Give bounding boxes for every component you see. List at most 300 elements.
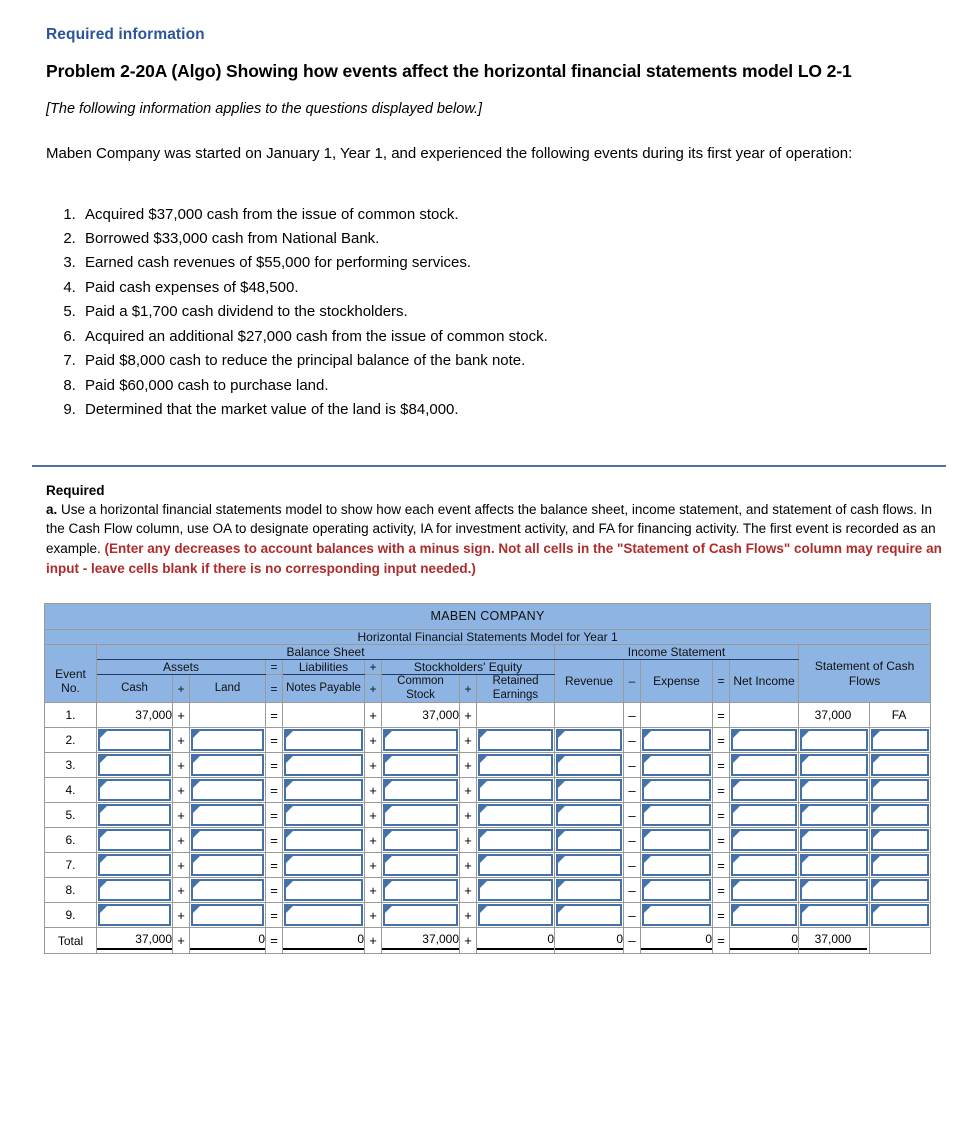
header-net-income: Net Income — [730, 659, 799, 702]
header-liabilities: Liabilities — [283, 659, 365, 674]
op-equals: = — [713, 703, 730, 728]
cell-marker-icon — [286, 731, 293, 738]
input-cash[interactable] — [97, 753, 173, 778]
cell-marker-icon — [802, 831, 809, 838]
op-plus: + — [460, 753, 477, 778]
input-revenue[interactable] — [555, 853, 624, 878]
cell-marker-icon — [558, 731, 565, 738]
cell-marker-icon — [802, 906, 809, 913]
header-op-equals-1: = — [266, 659, 283, 674]
total-cash: 37,000 — [97, 928, 173, 954]
cell-marker-icon — [193, 831, 200, 838]
input-cash[interactable] — [97, 903, 173, 928]
list-item: 8. Paid $60,000 cash to purchase land. — [80, 374, 934, 398]
cell-marker-icon — [193, 856, 200, 863]
op-minus: – — [624, 753, 641, 778]
page-title: Problem 2-20A (Algo) Showing how events affect the horizontal financial statements model LO 2-1 — [46, 61, 852, 81]
cell-notes-payable — [283, 703, 365, 728]
input-expense[interactable] — [641, 903, 713, 928]
header-land: Land — [190, 675, 266, 703]
table-company-title: MABEN COMPANY — [45, 603, 931, 629]
cell-marker-icon — [644, 831, 651, 838]
op-plus: + — [460, 803, 477, 828]
cell-marker-icon — [286, 906, 293, 913]
required-information-heading: Required information — [46, 26, 205, 43]
cell-marker-icon — [802, 731, 809, 738]
op-plus: + — [460, 878, 477, 903]
op-equals: = — [266, 753, 283, 778]
list-item: 2. Borrowed $33,000 cash from National Bank. — [80, 227, 934, 251]
header-statement-of-cash-flows: Statement of Cash Flows — [799, 644, 931, 702]
input-net-income[interactable] — [730, 878, 799, 903]
input-retained-earnings[interactable] — [477, 878, 555, 903]
cell-marker-icon — [873, 781, 880, 788]
applies-note: [The following information applies to the questions displayed below.] — [46, 101, 483, 118]
table-body — [45, 703, 931, 954]
input-cash-flow-activity[interactable] — [870, 903, 931, 928]
cell-marker-icon — [558, 856, 565, 863]
header-revenue: Revenue — [555, 659, 624, 702]
input-cash-flow-activity[interactable] — [870, 828, 931, 853]
header-op-equals-2: = — [266, 675, 283, 703]
op-equals: = — [266, 853, 283, 878]
input-notes-payable[interactable] — [283, 728, 365, 753]
input-cash-flow-activity[interactable] — [870, 803, 931, 828]
input-notes-payable[interactable] — [283, 778, 365, 803]
op-plus: + — [365, 728, 382, 753]
cell-revenue — [555, 703, 624, 728]
op-minus: – — [624, 903, 641, 928]
cell-marker-icon — [558, 806, 565, 813]
header-assets: Assets — [97, 659, 266, 674]
row-event-no: 6. — [45, 828, 97, 853]
cell-marker-icon — [100, 756, 107, 763]
input-expense[interactable] — [641, 778, 713, 803]
input-cash[interactable] — [97, 778, 173, 803]
header-event-no: Event No. — [45, 659, 97, 702]
input-cash[interactable] — [97, 728, 173, 753]
op-plus: + — [173, 903, 190, 928]
op-equals: = — [266, 803, 283, 828]
op-plus: + — [365, 753, 382, 778]
input-retained-earnings[interactable] — [477, 903, 555, 928]
cell-marker-icon — [644, 856, 651, 863]
cell-marker-icon — [100, 831, 107, 838]
header-retained-earnings: Retained Earnings — [477, 675, 555, 703]
header-balance-sheet: Balance Sheet — [97, 644, 555, 659]
required-warning-text: (Enter any decreases to account balances with a minus sign. Not all cells in the "Statement of Cash Flows" column may require an input - leave cells blank if there is no corresponding input needed.) — [46, 541, 942, 577]
op-plus: + — [365, 928, 382, 954]
input-cash-flow-amount[interactable] — [799, 753, 870, 778]
op-equals: = — [713, 928, 730, 954]
input-revenue[interactable] — [555, 803, 624, 828]
op-equals: = — [713, 803, 730, 828]
total-expense: 0 — [641, 928, 713, 954]
input-revenue[interactable] — [555, 753, 624, 778]
table-row — [45, 753, 931, 778]
cell-cash-flow-activity: FA — [870, 703, 931, 728]
input-revenue[interactable] — [555, 728, 624, 753]
cell-marker-icon — [558, 881, 565, 888]
input-retained-earnings[interactable] — [477, 828, 555, 853]
input-cash-flow-amount[interactable] — [799, 728, 870, 753]
cell-marker-icon — [100, 781, 107, 788]
list-item: 6. Acquired an additional $27,000 cash from the issue of common stock. — [80, 325, 934, 349]
row-event-no: 2. — [45, 728, 97, 753]
horizontal-model-table-wrapper — [0, 579, 978, 954]
total-label: Total — [45, 928, 97, 954]
input-retained-earnings[interactable] — [477, 753, 555, 778]
op-equals: = — [713, 903, 730, 928]
cell-marker-icon — [644, 906, 651, 913]
op-plus: + — [173, 803, 190, 828]
input-net-income[interactable] — [730, 828, 799, 853]
total-common-stock: 37,000 — [382, 928, 460, 954]
op-plus: + — [173, 928, 190, 954]
input-net-income[interactable] — [730, 778, 799, 803]
row-event-no: 9. — [45, 903, 97, 928]
input-cash-flow-activity[interactable] — [870, 728, 931, 753]
op-plus: + — [460, 928, 477, 954]
op-plus: + — [365, 828, 382, 853]
cell-marker-icon — [100, 806, 107, 813]
table-row — [45, 703, 931, 728]
input-cash[interactable] — [97, 853, 173, 878]
input-expense[interactable] — [641, 803, 713, 828]
cell-marker-icon — [558, 906, 565, 913]
cell-marker-icon — [644, 881, 651, 888]
cell-marker-icon — [193, 781, 200, 788]
op-minus: – — [624, 853, 641, 878]
input-revenue[interactable] — [555, 878, 624, 903]
cell-marker-icon — [873, 831, 880, 838]
list-item: 5. Paid a $1,700 cash dividend to the stockholders. — [80, 300, 934, 324]
op-plus: + — [173, 778, 190, 803]
cell-marker-icon — [802, 881, 809, 888]
cell-expense — [641, 703, 713, 728]
input-notes-payable[interactable] — [283, 753, 365, 778]
cell-marker-icon — [733, 906, 740, 913]
cell-marker-icon — [385, 881, 392, 888]
row-event-no: 8. — [45, 878, 97, 903]
op-minus: – — [624, 803, 641, 828]
op-plus: + — [460, 728, 477, 753]
required-body-text: Use a horizontal financial statements model to show how each event affects the balance sheet, income statement, and statement of cash flows. In the Cash Flow column, use OA to designate operating activity, IA for investment activity, and FA for financing activity. The first event is recorded as an example. — [46, 501, 936, 557]
required-instructions — [46, 500, 948, 579]
op-equals: = — [266, 903, 283, 928]
op-plus: + — [173, 828, 190, 853]
op-equals: = — [266, 878, 283, 903]
op-equals: = — [713, 853, 730, 878]
op-equals: = — [266, 928, 283, 954]
row-event-no: 7. — [45, 853, 97, 878]
total-retained-earnings: 0 — [477, 928, 555, 954]
op-equals: = — [713, 753, 730, 778]
table-model-title: Horizontal Financial Statements Model for Year 1 — [45, 629, 931, 644]
op-plus: + — [365, 878, 382, 903]
op-plus: + — [460, 828, 477, 853]
op-equals: = — [713, 828, 730, 853]
op-equals: = — [713, 728, 730, 753]
op-plus: + — [365, 703, 382, 728]
op-minus: – — [624, 703, 641, 728]
total-cash-flow-amount: 37,000 — [799, 928, 870, 954]
input-cash-flow-amount[interactable] — [799, 778, 870, 803]
input-cash-flow-amount[interactable] — [799, 853, 870, 878]
cell-marker-icon — [100, 856, 107, 863]
header-common-stock: Common Stock — [382, 675, 460, 703]
input-common-stock[interactable] — [382, 828, 460, 853]
input-revenue[interactable] — [555, 903, 624, 928]
input-cash-flow-amount[interactable] — [799, 878, 870, 903]
input-cash-flow-amount[interactable] — [799, 828, 870, 853]
op-minus: – — [624, 778, 641, 803]
row-event-no: 5. — [45, 803, 97, 828]
cell-marker-icon — [385, 756, 392, 763]
input-cash[interactable] — [97, 803, 173, 828]
input-common-stock[interactable] — [382, 903, 460, 928]
required-heading: Required — [46, 482, 105, 498]
cell-marker-icon — [873, 806, 880, 813]
cell-marker-icon — [480, 906, 487, 913]
op-plus: + — [173, 878, 190, 903]
input-net-income[interactable] — [730, 853, 799, 878]
cell-marker-icon — [193, 756, 200, 763]
op-plus: + — [460, 853, 477, 878]
total-land: 0 — [190, 928, 266, 954]
header-event-no-top — [45, 644, 97, 659]
cell-marker-icon — [558, 781, 565, 788]
cell-marker-icon — [385, 856, 392, 863]
list-item: 4. Paid cash expenses of $48,500. — [80, 276, 934, 300]
total-net-income: 0 — [730, 928, 799, 954]
input-common-stock[interactable] — [382, 728, 460, 753]
header-expense: Expense — [641, 659, 713, 702]
input-common-stock[interactable] — [382, 778, 460, 803]
header-notes-payable: Notes Payable — [283, 675, 365, 703]
header-income-statement: Income Statement — [555, 644, 799, 659]
header-cash: Cash — [97, 675, 173, 703]
cell-land — [190, 703, 266, 728]
cell-marker-icon — [100, 881, 107, 888]
cell-marker-icon — [644, 806, 651, 813]
header-stockholders-equity: Stockholders' Equity — [382, 659, 555, 674]
cell-marker-icon — [733, 731, 740, 738]
input-cash-flow-activity[interactable] — [870, 753, 931, 778]
op-minus: – — [624, 928, 641, 954]
cell-marker-icon — [733, 856, 740, 863]
cell-marker-icon — [733, 781, 740, 788]
input-cash-flow-activity[interactable] — [870, 778, 931, 803]
input-cash[interactable] — [97, 878, 173, 903]
cell-marker-icon — [873, 731, 880, 738]
cell-marker-icon — [802, 756, 809, 763]
op-plus: + — [173, 728, 190, 753]
op-equals: = — [713, 778, 730, 803]
op-plus: + — [365, 853, 382, 878]
row-event-no: 4. — [45, 778, 97, 803]
input-land[interactable] — [190, 903, 266, 928]
input-net-income[interactable] — [730, 728, 799, 753]
cell-marker-icon — [733, 881, 740, 888]
input-common-stock[interactable] — [382, 803, 460, 828]
input-land[interactable] — [190, 853, 266, 878]
input-retained-earnings[interactable] — [477, 853, 555, 878]
input-expense[interactable] — [641, 853, 713, 878]
op-plus: + — [173, 753, 190, 778]
input-net-income[interactable] — [730, 903, 799, 928]
input-cash-flow-activity[interactable] — [870, 853, 931, 878]
op-plus: + — [460, 778, 477, 803]
cell-marker-icon — [100, 731, 107, 738]
cell-cash-flow-amount: 37,000 — [799, 703, 870, 728]
cell-marker-icon — [286, 856, 293, 863]
table-row — [45, 878, 931, 903]
input-cash-flow-activity[interactable] — [870, 878, 931, 903]
cell-marker-icon — [385, 906, 392, 913]
input-expense[interactable] — [641, 753, 713, 778]
list-item: 3. Earned cash revenues of $55,000 for performing services. — [80, 251, 934, 275]
list-item: 7. Paid $8,000 cash to reduce the principal balance of the bank note. — [80, 349, 934, 373]
cell-marker-icon — [385, 731, 392, 738]
cell-marker-icon — [385, 781, 392, 788]
horizontal-financial-statements-table — [44, 603, 931, 954]
cell-marker-icon — [480, 806, 487, 813]
cell-marker-icon — [193, 906, 200, 913]
row-event-no: 3. — [45, 753, 97, 778]
cell-marker-icon — [873, 906, 880, 913]
cell-marker-icon — [802, 781, 809, 788]
op-equals: = — [266, 728, 283, 753]
cell-marker-icon — [286, 881, 293, 888]
input-notes-payable[interactable] — [283, 903, 365, 928]
input-expense[interactable] — [641, 728, 713, 753]
table-row — [45, 803, 931, 828]
cell-marker-icon — [873, 881, 880, 888]
cell-common-stock: 37,000 — [382, 703, 460, 728]
lead-paragraph: Maben Company was started on January 1, Year 1, and experienced the following events during its first year of operation: — [46, 145, 853, 163]
input-cash[interactable] — [97, 828, 173, 853]
input-land[interactable] — [190, 828, 266, 853]
input-land[interactable] — [190, 728, 266, 753]
input-revenue[interactable] — [555, 828, 624, 853]
op-minus: – — [624, 878, 641, 903]
input-land[interactable] — [190, 878, 266, 903]
input-cash-flow-amount[interactable] — [799, 803, 870, 828]
input-common-stock[interactable] — [382, 878, 460, 903]
input-common-stock[interactable] — [382, 853, 460, 878]
input-notes-payable[interactable] — [283, 803, 365, 828]
cell-marker-icon — [480, 831, 487, 838]
table-row — [45, 728, 931, 753]
cell-marker-icon — [558, 831, 565, 838]
input-land[interactable] — [190, 803, 266, 828]
header-op-minus: – — [624, 659, 641, 702]
op-plus: + — [460, 903, 477, 928]
cell-net-income — [730, 703, 799, 728]
input-net-income[interactable] — [730, 803, 799, 828]
cell-marker-icon — [802, 856, 809, 863]
header-op-equals-3: = — [713, 659, 730, 702]
cell-marker-icon — [644, 756, 651, 763]
input-notes-payable[interactable] — [283, 828, 365, 853]
op-plus: + — [173, 703, 190, 728]
required-section — [0, 467, 978, 579]
cell-marker-icon — [558, 756, 565, 763]
row-event-no: 1. — [45, 703, 97, 728]
total-notes-payable: 0 — [283, 928, 365, 954]
op-plus: + — [365, 803, 382, 828]
op-equals: = — [266, 703, 283, 728]
cell-marker-icon — [286, 831, 293, 838]
cell-marker-icon — [480, 856, 487, 863]
input-land[interactable] — [190, 753, 266, 778]
input-retained-earnings[interactable] — [477, 778, 555, 803]
op-equals: = — [266, 828, 283, 853]
input-notes-payable[interactable] — [283, 878, 365, 903]
input-revenue[interactable] — [555, 778, 624, 803]
cell-marker-icon — [733, 831, 740, 838]
intro-section — [0, 0, 978, 423]
table-row — [45, 778, 931, 803]
table-total-row — [45, 928, 931, 954]
input-common-stock[interactable] — [382, 753, 460, 778]
total-cash-flow-activity — [870, 928, 931, 954]
op-plus: + — [460, 703, 477, 728]
header-op-plus-1: + — [365, 659, 382, 674]
cell-marker-icon — [802, 806, 809, 813]
cell-marker-icon — [480, 756, 487, 763]
cell-marker-icon — [480, 731, 487, 738]
header-op-plus-3: + — [460, 675, 477, 703]
cell-marker-icon — [480, 781, 487, 788]
input-net-income[interactable] — [730, 753, 799, 778]
list-item: 1. Acquired $37,000 cash from the issue of common stock. — [80, 203, 934, 227]
cell-marker-icon — [286, 756, 293, 763]
op-plus: + — [173, 853, 190, 878]
table-row — [45, 903, 931, 928]
cell-marker-icon — [873, 756, 880, 763]
cell-marker-icon — [286, 781, 293, 788]
table-row — [45, 853, 931, 878]
input-land[interactable] — [190, 778, 266, 803]
input-expense[interactable] — [641, 828, 713, 853]
op-equals: = — [713, 878, 730, 903]
op-minus: – — [624, 828, 641, 853]
input-expense[interactable] — [641, 878, 713, 903]
required-part-label: a. — [46, 501, 58, 517]
input-retained-earnings[interactable] — [477, 803, 555, 828]
cell-marker-icon — [733, 806, 740, 813]
cell-cash: 37,000 — [97, 703, 173, 728]
cell-marker-icon — [873, 856, 880, 863]
op-plus: + — [365, 778, 382, 803]
op-minus: – — [624, 728, 641, 753]
cell-marker-icon — [193, 731, 200, 738]
cell-marker-icon — [385, 831, 392, 838]
input-retained-earnings[interactable] — [477, 728, 555, 753]
input-notes-payable[interactable] — [283, 853, 365, 878]
list-item: 9. Determined that the market value of the land is $84,000. — [80, 398, 934, 422]
cell-marker-icon — [193, 806, 200, 813]
cell-marker-icon — [733, 756, 740, 763]
op-plus: + — [365, 903, 382, 928]
cell-marker-icon — [385, 806, 392, 813]
events-list — [46, 203, 934, 423]
op-equals: = — [266, 778, 283, 803]
input-cash-flow-amount[interactable] — [799, 903, 870, 928]
cell-marker-icon — [644, 781, 651, 788]
